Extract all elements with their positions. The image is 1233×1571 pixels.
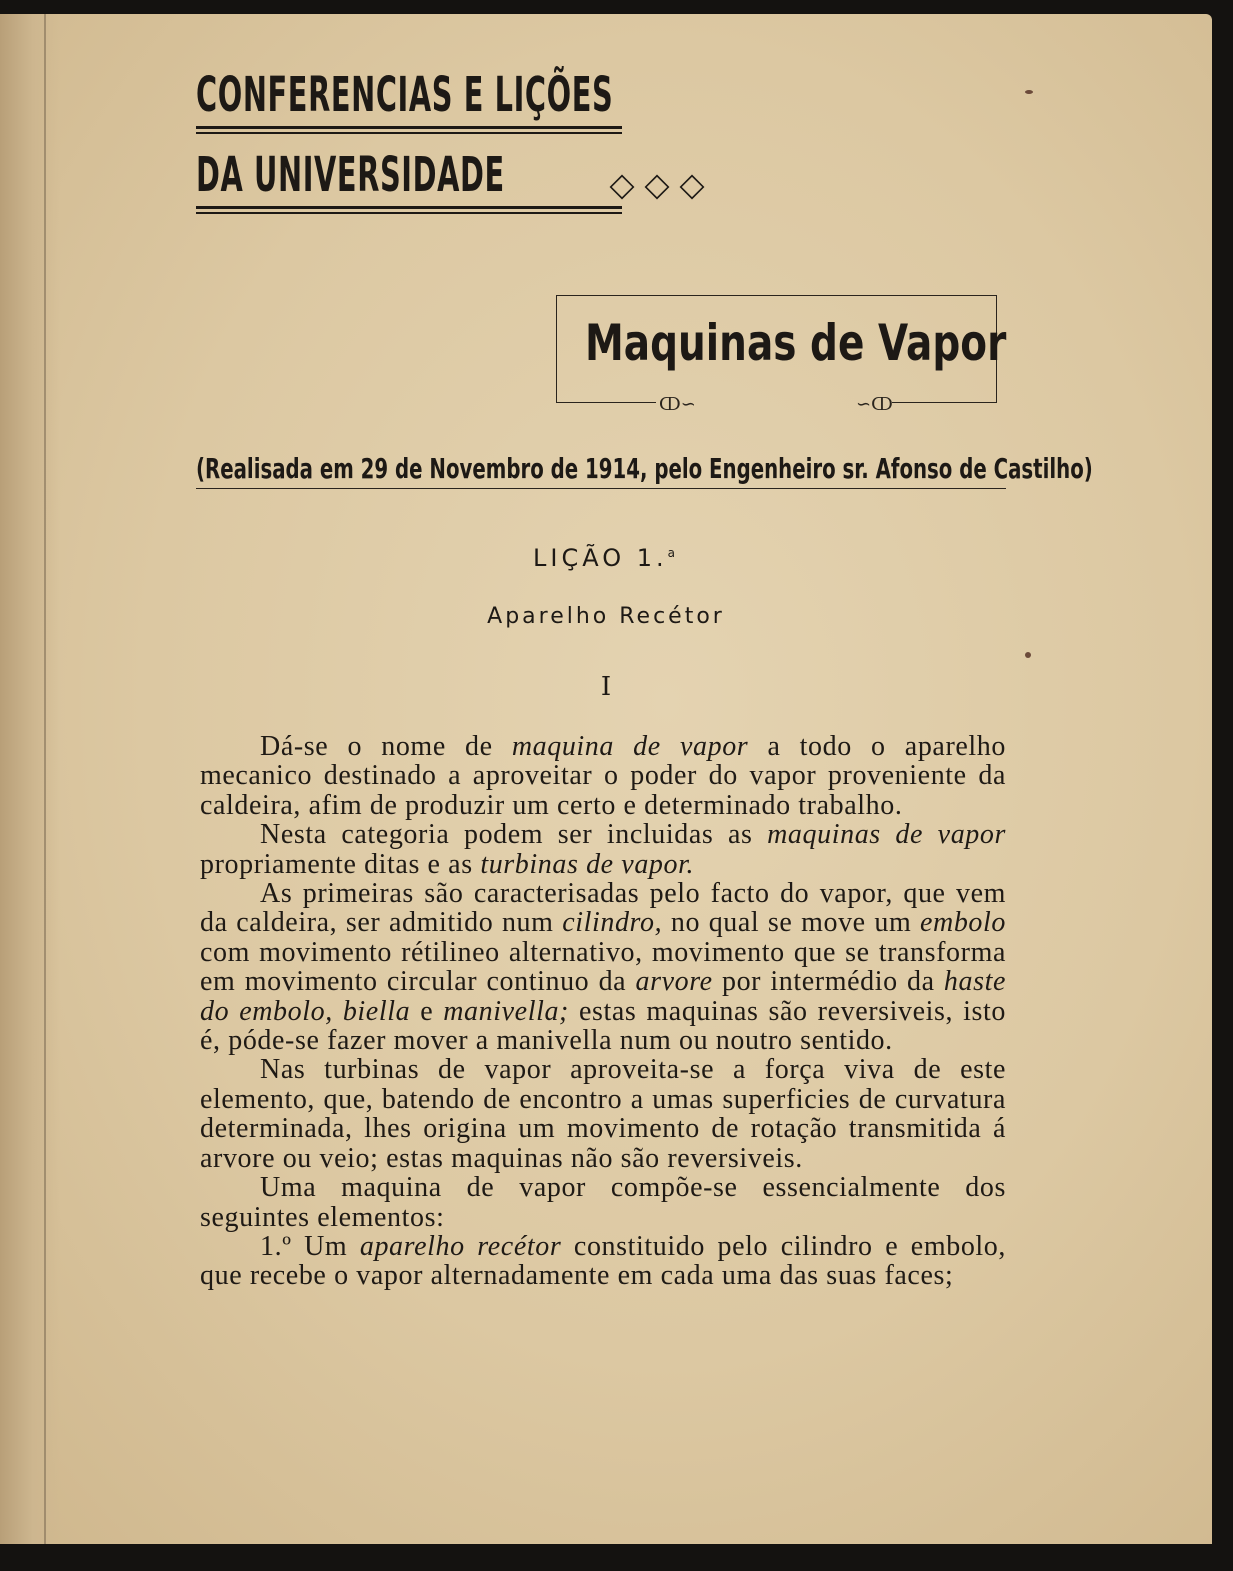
lesson-heading-sup: a [667, 546, 679, 560]
series-header [196, 66, 626, 226]
document-title: Maquinas de Vapor [585, 314, 1007, 372]
paragraph-run: por intermédio da [712, 966, 944, 998]
paragraph-run: e [410, 995, 444, 1027]
flourish-left-icon: ↀ∽ [659, 394, 696, 415]
lesson-heading [0, 544, 1212, 572]
paragraph-run: a todo o aparelho mecanico destinado a aproveitar o poder do vapor proveniente da caldeira, afim de produzir um certo e determinado trabalho. [200, 731, 1006, 821]
series-divider-2 [196, 206, 622, 214]
paragraph-run: com movimento rétilineo alternativo, movimento que se transforma em movimento circular continuo da [200, 936, 1006, 998]
paragraph-run: manivella; [443, 995, 569, 1027]
series-title-line-2: DA UNIVERSIDADE [196, 147, 505, 203]
flourish-right-icon: ∽ↀ [856, 394, 893, 415]
page-gutter [0, 14, 60, 1544]
body-text [200, 732, 1006, 1291]
paragraph-run: embolo [919, 907, 1006, 939]
body-paragraph [200, 820, 1006, 879]
paragraph-run: haste do embolo, biella [200, 966, 1006, 1027]
ornament-icon [609, 174, 634, 199]
lesson-heading-text: LIÇÃO 1. [533, 544, 668, 572]
body-paragraph [200, 1055, 1006, 1173]
spine-crease [44, 14, 46, 1544]
paragraph-run: As primeiras são caracterisadas pelo facto do vapor, que vem da caldeira, ser admitido num [200, 878, 1006, 939]
paragraph-run: Nas turbinas de vapor aproveita-se a força viva de este elemento, que, batendo de encontro a umas superficies de curvatura determinada, lhes origina um movimento de rotação transmitida á arvore ou veio; estas maquinas não são reversiveis. [200, 1054, 1006, 1174]
frame-rule [556, 402, 656, 403]
body-paragraph [200, 1173, 1006, 1232]
series-divider-1 [196, 126, 622, 134]
paragraph-run: 1.º Um [260, 1230, 360, 1262]
ornament-group [611, 174, 711, 200]
paragraph-run: estas maquinas são reversiveis, isto é, póde-se fazer mover a manivella num ou noutro sentido. [200, 995, 1006, 1057]
frame-rule [892, 402, 997, 403]
body-paragraph [200, 732, 1006, 820]
paragraph-run: propriamente ditas e as [200, 848, 481, 880]
series-title-line-1: CONFERENCIAS E LIÇÕES [196, 67, 614, 123]
lecture-subtitle [196, 452, 1093, 492]
paragraph-run: maquinas de vapor [767, 819, 1006, 851]
paragraph-run: maquina de vapor [511, 731, 749, 762]
subtitle-text: (Realisada em 29 de Novembro de 1914, pelo Engenheiro sr. Afonso de Castilho) [196, 452, 1093, 485]
lesson-topic: Aparelho Recétor [487, 604, 725, 629]
paragraph-run: aparelho recétor [359, 1230, 562, 1262]
ornament-icon [680, 174, 705, 199]
title-frame [556, 295, 1007, 415]
paragraph-run: no qual se move um [662, 907, 920, 939]
paragraph-run: Uma maquina de vapor compõe-se essencialmente dos seguintes elementos: [200, 1172, 1006, 1233]
body-paragraph [200, 1232, 1006, 1291]
paper-speck [1025, 652, 1031, 658]
paragraph-run: arvore [635, 966, 713, 998]
body-paragraph [200, 879, 1006, 1055]
ornament-icon [644, 174, 669, 199]
document-page [0, 14, 1212, 1544]
section-number: I [600, 672, 612, 702]
paragraph-run: cilindro, [562, 907, 663, 939]
paragraph-run: turbinas de vapor. [480, 848, 695, 880]
subtitle-underline [196, 488, 1006, 489]
title-frame-bottom [556, 394, 997, 415]
paper-speck [1025, 90, 1033, 94]
paragraph-run: Nesta categoria podem ser incluidas as [260, 819, 768, 851]
paragraph-run: constituido pelo cilindro e embolo, que recebe o vapor alternadamente em cada uma das suas faces; [200, 1230, 1006, 1292]
paragraph-run: Dá-se o nome de [260, 731, 512, 762]
